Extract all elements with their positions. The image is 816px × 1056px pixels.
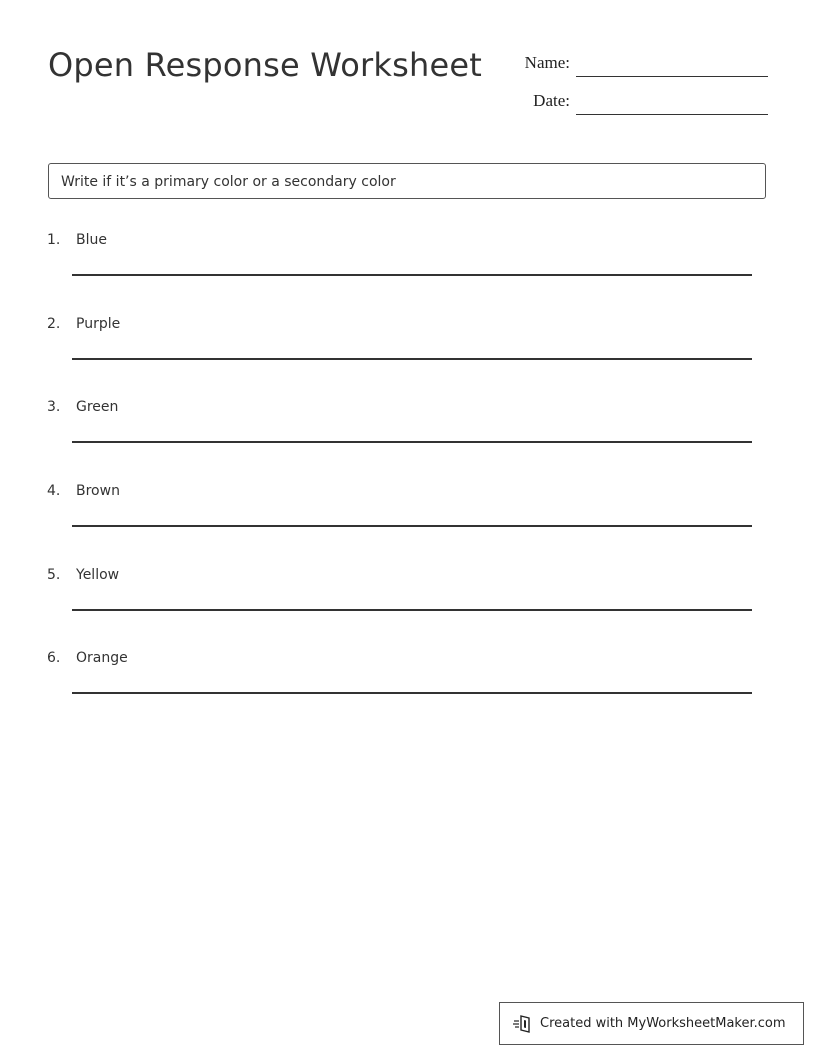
name-field-line[interactable] <box>576 76 768 77</box>
footer-badge[interactable] <box>499 1002 804 1045</box>
worksheet-maker-logo-icon <box>512 1013 534 1035</box>
question-number: 2. <box>47 316 61 332</box>
question-text: Orange <box>76 650 128 666</box>
footer-text: Created with MyWorksheetMaker.com <box>540 1016 786 1031</box>
question-text: Green <box>76 399 119 415</box>
question-item <box>0 483 816 567</box>
answer-line[interactable] <box>72 609 752 611</box>
question-text: Brown <box>76 483 120 499</box>
question-item <box>0 399 816 483</box>
question-number: 1. <box>47 232 61 248</box>
date-field-line[interactable] <box>576 114 768 115</box>
answer-line[interactable] <box>72 525 752 527</box>
answer-line[interactable] <box>72 274 752 276</box>
question-text: Purple <box>76 316 121 332</box>
question-number: 5. <box>47 567 61 583</box>
question-item <box>0 232 816 316</box>
question-number: 6. <box>47 650 61 666</box>
instructions-box: Write if it’s a primary color or a secondary color <box>48 163 766 199</box>
question-text: Yellow <box>76 567 120 583</box>
question-number: 4. <box>47 483 61 499</box>
question-item <box>0 650 816 734</box>
answer-line[interactable] <box>72 692 752 694</box>
question-number: 3. <box>47 399 61 415</box>
name-label: Name: <box>524 53 570 72</box>
page-title: Open Response Worksheet <box>48 46 483 84</box>
answer-line[interactable] <box>72 441 752 443</box>
question-item <box>0 316 816 400</box>
question-item <box>0 567 816 651</box>
question-text: Blue <box>76 232 107 248</box>
answer-line[interactable] <box>72 358 752 360</box>
date-label: Date: <box>533 91 570 110</box>
